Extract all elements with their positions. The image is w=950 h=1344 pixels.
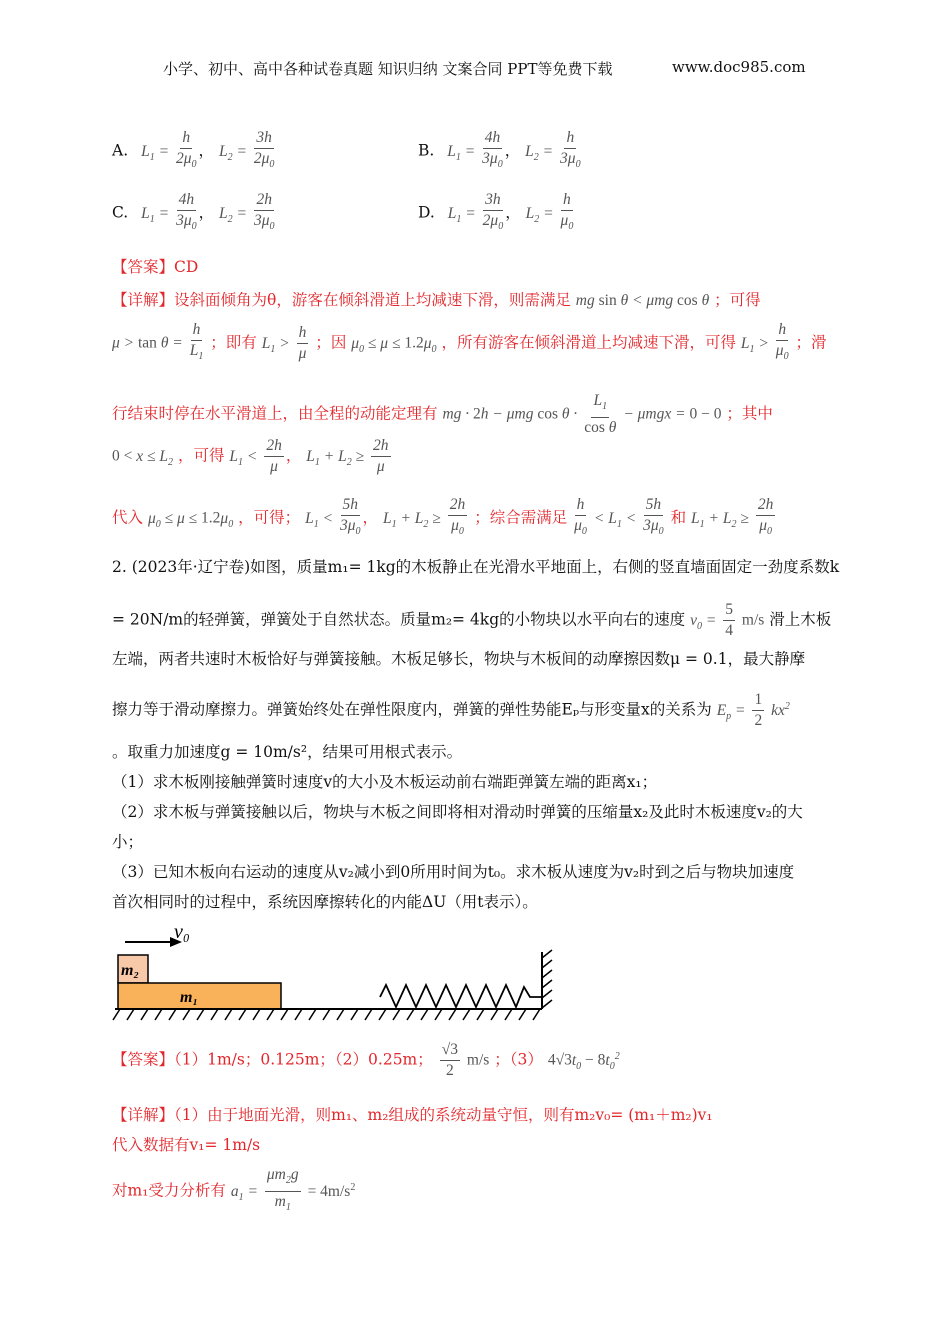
spring [380, 985, 542, 1007]
option-c: C. $L_1$ = $\frac{4h}{3\mu_0}$ ， $L_2$ = $\frac{2h}{3\mu_0}$ [112, 191, 275, 233]
q1-detail-line2: μ > tan θ = $\frac{h}{L_1}$ ；即有 $L_1$ > $\frac{h}{\mu}$ ；因 $\mu_0 \le \mu \le 1.2\mu_0$ ，所有游客在倾斜滑道上均减速下滑，可得 $L_1$ > $\frac{h}{\mu_0}$ ；滑 [112, 321, 827, 363]
q1-detail-line1: 【详解】设斜面倾角为θ，游客在倾斜滑道上均减速下滑，则需满足 mg sin θ < μmg cos θ ；可得 [112, 291, 761, 309]
q1-detail-line4: $0 < x \le L_2$ ，可得 $L_1$ < $\frac{2h}{\mu}$ ， $L_1 + L_2$ ≥ $\frac{2h}{\mu}$ [112, 437, 389, 475]
m2-label: m₂ [121, 962, 140, 979]
v0-label: v₀ [174, 922, 190, 943]
m1-label: m₁ [180, 989, 199, 1006]
q2-part2-cont: 小； [112, 833, 144, 851]
q2-answer: 【答案】（1）1m/s；0.125m；（2）0.25m； $\frac{√3}{2}$ m/s ；（3） $4√3t_0 - 8t_0^2$ [112, 1041, 620, 1079]
option-d: D. $L_1$ = $\frac{3h}{2\mu_0}$ ， $L_2$ = $\frac{h}{\mu_0}$ [418, 191, 574, 233]
q1-detail-line5: 代入 $\mu_0 \le \mu \le 1.2\mu_0$ ，可得； $L_1$ < $\frac{5h}{3\mu_0}$ ， $L_1 + L_2$ ≥ $\frac{2h}{\mu_0}$ ；综合需满足 $\frac{h}{\mu_0}$ < $L_1$ < $\frac{5h}{3\mu_0}$ 和 $L_1 + L_2$ ≥ $\frac{2h}{\mu_0}$ [112, 496, 774, 538]
spring-block-figure [110, 922, 560, 1027]
q2-part3: （3）已知木板向右运动的速度从v₂减小到0所用时间为t₀。求木板从速度为v₂时到之后与物块加速度 [112, 863, 795, 881]
q2-part2: （2）求木板与弹簧接触以后，物块与木板之间即将相对滑动时弹簧的压缩量x₂及此时木板速度v₂的大 [112, 803, 803, 821]
q2-detail-line1: 【详解】（1）由于地面光滑，则m₁、m₂组成的系统动量守恒，则有m₂v₀= (m₁＋m₂)v₁ [112, 1106, 713, 1124]
q1-detail-line3: 行结束时停在水平滑道上，由全程的动能定理有 mg · 2h − μmg cos θ · $\frac{L_1}{\text{cos θ}}$ − μmgx = 0 − 0 ；其中 [112, 392, 773, 437]
header-text: 小学、初中、高中各种试卷真题 知识归纳 文案合同 PPT等免费下载 [163, 60, 613, 78]
q2-intro-line5: 。取重力加速度g = 10m/s²，结果可用根式表示。 [112, 743, 463, 761]
q2-part1: （1）求木板刚接触弹簧时速度v的大小及木板运动前右端距弹簧左端的距离x₁； [112, 773, 658, 791]
q2-intro-line3: 左端，两者共速时木板恰好与弹簧接触。木板足够长，物块与木板间的动摩擦因数μ = 0.1，最大静摩 [112, 650, 806, 668]
q2-part3-cont: 首次相同时的过程中，系统因摩擦转化的内能ΔU（用t表示）。 [112, 893, 538, 911]
q2-intro-line2: = 20N/m的轻弹簧，弹簧处于自然状态。质量m₂= 4kg的小物块以水平向右的速度 $v_0$ = $\frac{5}{4}$ m/s 滑上木板 [112, 601, 832, 639]
q2-detail-line3: 对m₁受力分析有 $a_1$ = $\frac{\mu m_2g}{m_1}$ = $4m/s^2$ [112, 1166, 356, 1214]
board-m1 [118, 983, 281, 1009]
header-url[interactable]: www.doc985.com [672, 58, 806, 76]
q2-intro-line4: 擦力等于滑动摩擦力。弹簧始终处在弹性限度内，弹簧的弹性势能Eₚ与形变量x的关系为 $E_p$ = $\frac{1}{2}$ $kx^2$ [112, 691, 790, 729]
wall-hatch [542, 950, 552, 1008]
q2-intro-line1: 2. (2023年·辽宁卷)如图，质量m₁= 1kg的木板静止在光滑水平地面上，右侧的竖直墙面固定一劲度系数k [112, 558, 840, 576]
option-b: B. $L_1$ = $\frac{4h}{3\mu_0}$ ， $L_2$ = $\frac{h}{3\mu_0}$ [418, 129, 581, 171]
q2-detail-line2: 代入数据有v₁= 1m/s [112, 1136, 261, 1154]
q1-answer: 【答案】CD [112, 258, 199, 276]
option-a: A. $L_1$ = $\frac{h}{2\mu_0}$ ， $L_2$ = $\frac{3h}{2\mu_0}$ [112, 129, 275, 171]
ground-hatch [113, 1009, 540, 1020]
